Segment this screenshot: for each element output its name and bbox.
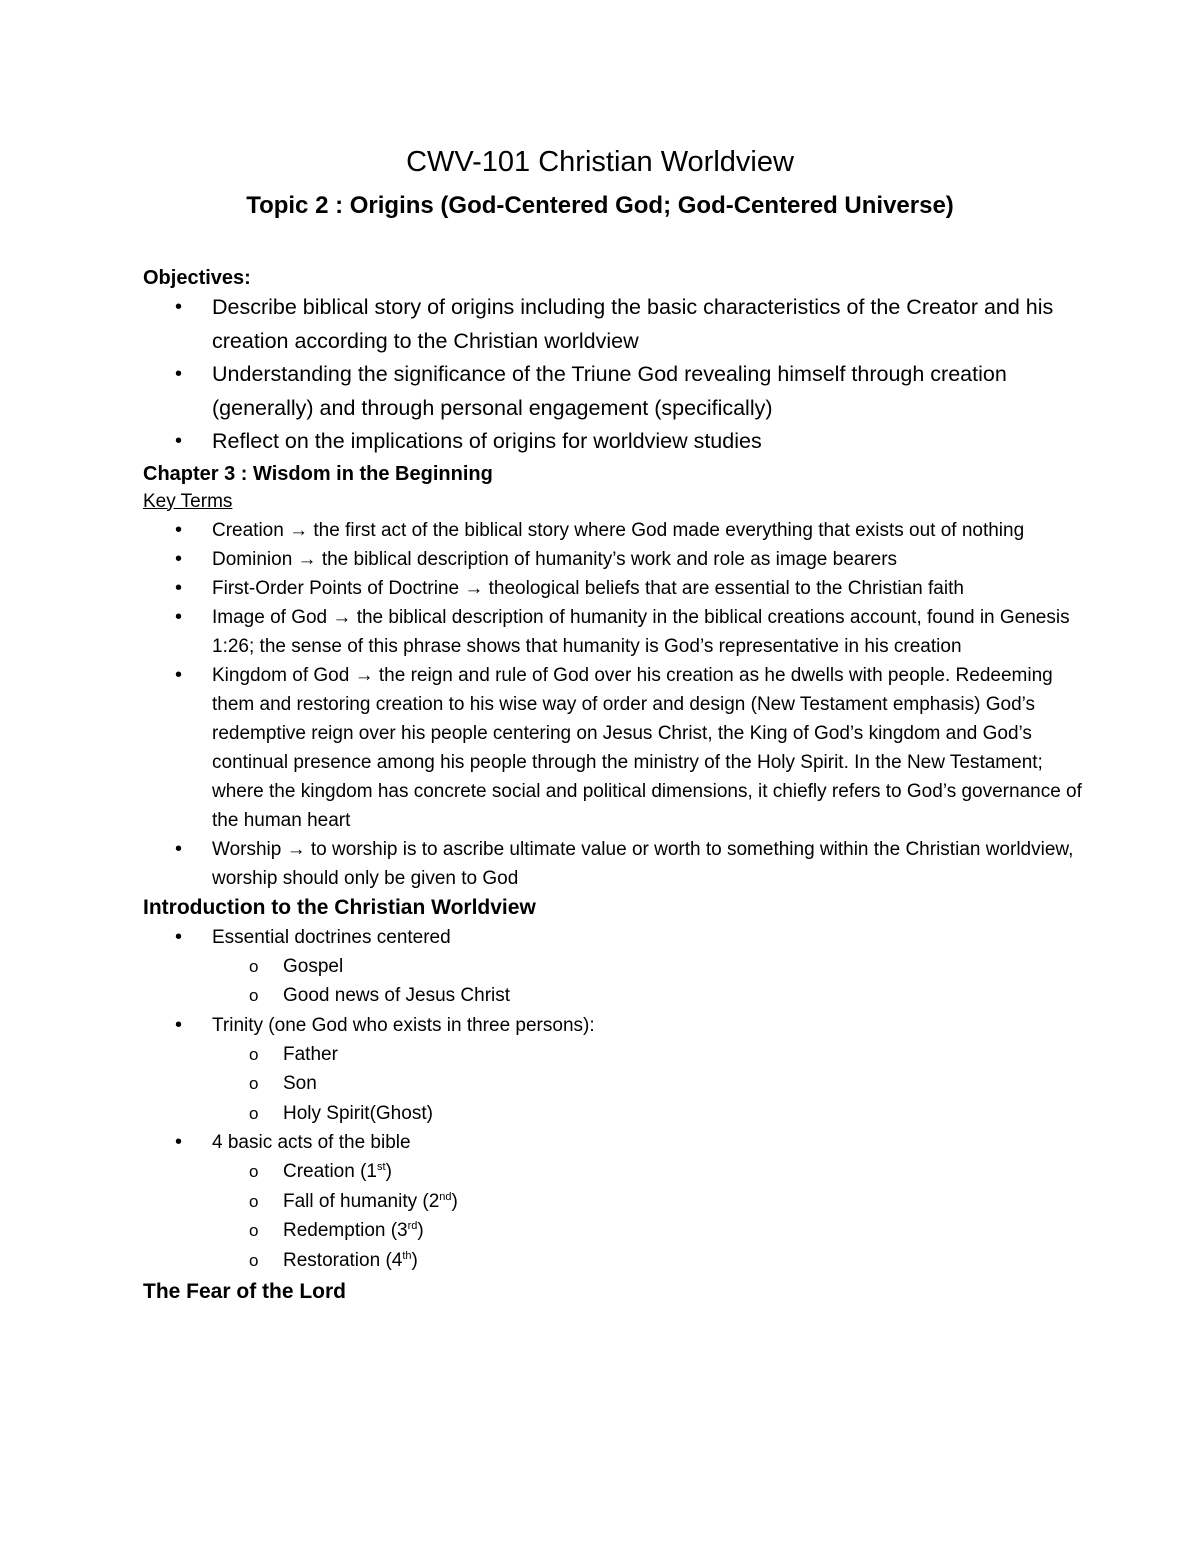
definition: the reign and rule of God over his creation as he dwells with people. Redeeming them and restoring creation to his wise way of order and design (New Testament emphasis) God’s redemptive reign over his people centering on Jesus Christ, the King of God’s kingdom and God’s continual presence among his people through the ministry of the Holy Spirit. In the New Testament; where the kingdom has concrete social and political dimensions, it chiefly refers to God’s governance of the human heart <box>212 664 1082 831</box>
bullet-icon: • <box>175 925 183 948</box>
list-item <box>143 603 1083 661</box>
circle-bullet-icon: o <box>249 1221 259 1240</box>
fear-heading: The Fear of the Lord <box>143 1280 347 1303</box>
key-terms-label: Key Terms <box>143 490 233 512</box>
arrow-icon: → <box>286 838 306 860</box>
sub-list <box>143 952 1083 1011</box>
definition: the biblical description of humanity’s work and role as image bearers <box>321 548 898 570</box>
term: First-Order Points of Doctrine <box>212 577 460 599</box>
sub-list <box>143 1040 1083 1129</box>
bullet-icon: • <box>175 430 183 452</box>
bullet-icon: • <box>175 605 183 628</box>
sub-list-item: o Creation (1st) <box>143 1157 1083 1187</box>
bullet-icon: • <box>175 837 183 860</box>
circle-bullet-icon: o <box>249 1103 259 1123</box>
circle-bullet-icon: o <box>249 1162 259 1181</box>
definition: theological beliefs that are essential to the Christian faith <box>488 577 964 599</box>
sub-list-item: o Restoration (4th) <box>143 1246 1083 1276</box>
list-item: • Understanding the significance of the Triune God revealing himself through creation (generally) and through personal engagement (specifically) <box>143 358 1083 425</box>
definition: to worship is to ascribe ultimate value or worth to something within the Christian worldview, worship should only be given to God <box>212 838 1074 889</box>
list-item <box>143 574 1083 603</box>
bullet-icon: • <box>175 663 183 686</box>
objectives-list <box>143 291 1083 459</box>
key-terms-list <box>143 516 1083 893</box>
intro-list <box>143 1128 1083 1157</box>
arrow-icon: → <box>354 664 374 686</box>
bullet-icon: • <box>175 296 183 318</box>
sub-list <box>143 1157 1083 1275</box>
term: Kingdom of God <box>212 664 350 686</box>
sub-list-item: o Son <box>143 1069 1083 1099</box>
sub-list-item: o Father <box>143 1040 1083 1070</box>
circle-bullet-icon: o <box>249 1074 259 1093</box>
bullet-icon: • <box>175 576 183 599</box>
intro-list <box>143 1011 1083 1040</box>
list-item: • Trinity (one God who exists in three persons): <box>143 1011 1083 1040</box>
intro-list <box>143 923 1083 952</box>
definition: the first act of the biblical story where God made everything that exists out of nothing <box>313 519 1025 541</box>
term: Dominion <box>212 548 293 570</box>
page-title: CWV-101 Christian Worldview <box>406 146 794 178</box>
bullet-icon: • <box>175 547 183 570</box>
sub-list-item: o Redemption (3rd) <box>143 1216 1083 1246</box>
arrow-icon: → <box>297 548 317 570</box>
arrow-icon: → <box>464 577 484 599</box>
chapter-heading: Chapter 3 : Wisdom in the Beginning <box>143 462 493 485</box>
definition: the biblical description of humanity in the biblical creations account, found in Genesis 1:26; the sense of this phrase shows that humanity is God’s representative in his creation <box>212 606 1070 657</box>
list-item <box>143 835 1083 893</box>
objectives-heading: Objectives: <box>143 267 251 289</box>
list-item: • Essential doctrines centered <box>143 923 1083 952</box>
circle-bullet-icon: o <box>249 986 259 1005</box>
bullet-icon: • <box>175 518 183 541</box>
bullet-icon: • <box>175 1013 183 1036</box>
arrow-icon: → <box>289 519 309 541</box>
term: Image of God <box>212 606 328 628</box>
list-item <box>143 545 1083 574</box>
document-body <box>143 265 1083 1307</box>
term: Worship <box>212 838 282 860</box>
page-subtitle: Topic 2 : Origins (God-Centered God; God-Centered Universe) <box>246 192 954 219</box>
sub-list-item: o Gospel <box>143 952 1083 982</box>
list-item <box>143 516 1083 545</box>
bullet-icon: • <box>175 1131 183 1153</box>
term: Creation <box>212 519 284 541</box>
circle-bullet-icon: o <box>249 1191 259 1211</box>
list-item: • 4 basic acts of the bible <box>143 1128 1083 1157</box>
circle-bullet-icon: o <box>249 956 259 976</box>
sub-list-item: o Fall of humanity (2nd) <box>143 1187 1083 1217</box>
list-item: • Reflect on the implications of origins for worldview studies <box>143 425 1083 459</box>
sub-list-item: o Good news of Jesus Christ <box>143 981 1083 1011</box>
circle-bullet-icon: o <box>249 1044 259 1064</box>
list-item: • Describe biblical story of origins including the basic characteristics of the Creator and his creation according to the Christian worldview <box>143 291 1083 358</box>
list-item <box>143 661 1083 835</box>
sub-list-item: o Holy Spirit(Ghost) <box>143 1099 1083 1129</box>
arrow-icon: → <box>332 606 352 628</box>
circle-bullet-icon: o <box>249 1250 259 1270</box>
intro-heading: Introduction to the Christian Worldview <box>143 895 536 919</box>
bullet-icon: • <box>175 363 183 385</box>
